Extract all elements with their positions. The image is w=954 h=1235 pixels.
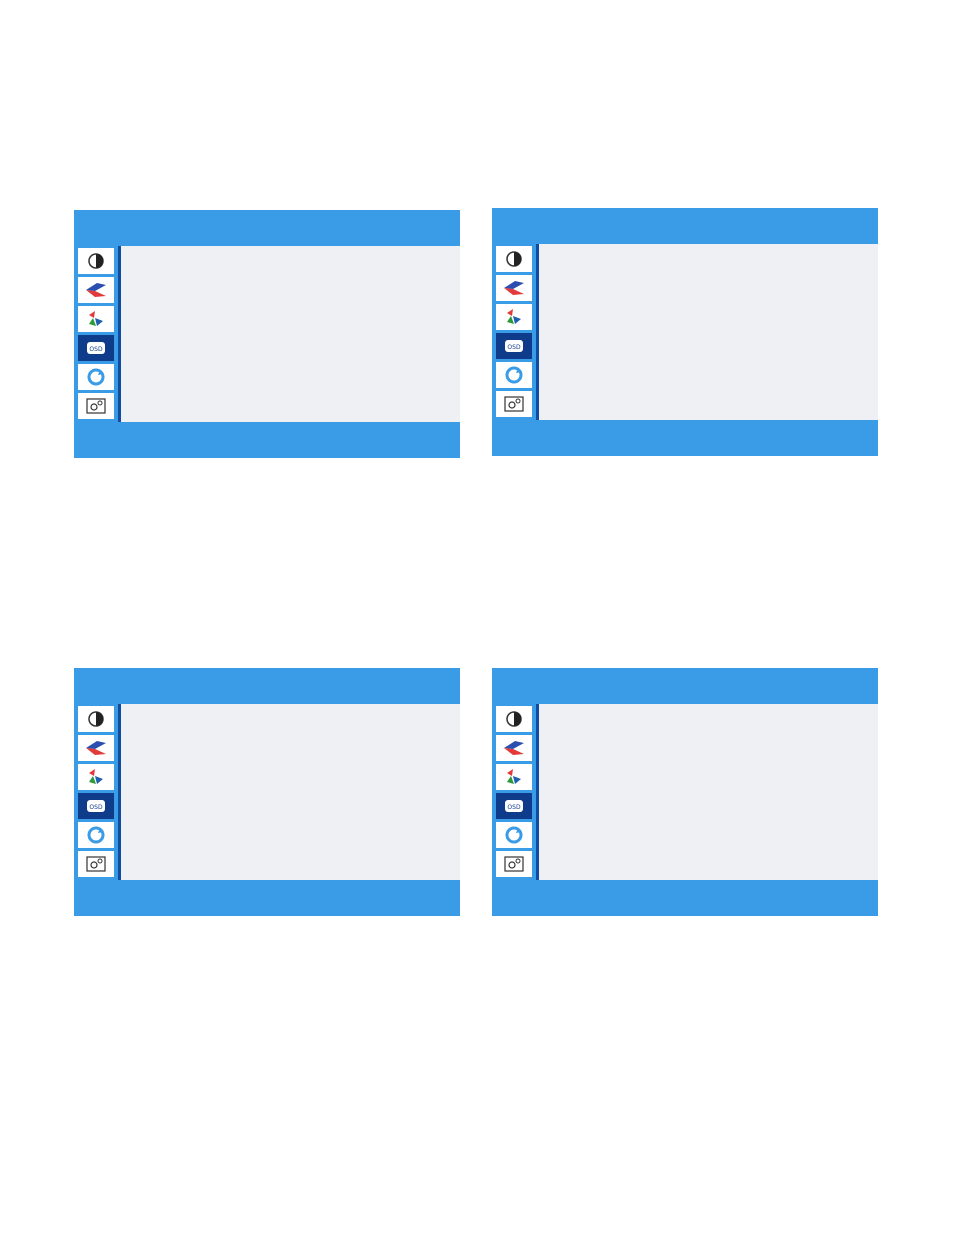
osd-hpos-select-screenshot: [74, 668, 460, 916]
settings-icon[interactable]: [78, 393, 114, 419]
settings-icon[interactable]: [496, 391, 532, 417]
osd-body: [74, 704, 460, 880]
brightness-icon[interactable]: [496, 246, 532, 272]
image-icon[interactable]: [496, 735, 532, 761]
osd-footer: [74, 880, 460, 916]
osd-title: [74, 210, 460, 246]
osd-title: [74, 668, 460, 704]
osd-icon[interactable]: [496, 793, 532, 819]
color-icon[interactable]: [78, 306, 114, 332]
osd-title: [492, 668, 878, 704]
svg-text:OSD: OSD: [507, 344, 521, 351]
osd-icon[interactable]: [496, 333, 532, 359]
osd-icon-column: [74, 246, 118, 422]
color-icon[interactable]: [496, 304, 532, 330]
brightness-icon[interactable]: [78, 706, 114, 732]
osd-body: [492, 704, 878, 880]
svg-text:OSD: OSD: [507, 804, 521, 811]
language-grid: [118, 246, 460, 422]
osd-icon[interactable]: [78, 335, 114, 361]
color-icon[interactable]: [496, 764, 532, 790]
osd-language-screenshot: [74, 210, 460, 458]
osd-footer: [492, 420, 878, 456]
settings-list: [536, 704, 878, 880]
reset-icon[interactable]: [78, 822, 114, 848]
settings-list: [536, 244, 878, 420]
brightness-icon[interactable]: [496, 706, 532, 732]
svg-text:OSD: OSD: [89, 346, 103, 353]
settings-icon[interactable]: [496, 851, 532, 877]
osd-icon-column: [492, 244, 536, 420]
brightness-icon[interactable]: [78, 248, 114, 274]
osd-title: [492, 208, 878, 244]
color-icon[interactable]: [78, 764, 114, 790]
settings-list: [118, 704, 460, 880]
osd-body: [74, 246, 460, 422]
svg-text:OSD: OSD: [89, 804, 103, 811]
osd-body: [492, 244, 878, 420]
osd-hpos-adjust-screenshot: [492, 668, 878, 916]
image-icon[interactable]: [78, 735, 114, 761]
reset-icon[interactable]: [78, 364, 114, 390]
osd-settings-screenshot: [492, 208, 878, 456]
image-icon[interactable]: [78, 277, 114, 303]
reset-icon[interactable]: [496, 822, 532, 848]
reset-icon[interactable]: [496, 362, 532, 388]
image-icon[interactable]: [496, 275, 532, 301]
osd-icon[interactable]: [78, 793, 114, 819]
osd-footer: [492, 880, 878, 916]
osd-icon-column: [492, 704, 536, 880]
osd-icon-column: [74, 704, 118, 880]
settings-icon[interactable]: [78, 851, 114, 877]
osd-footer: [74, 422, 460, 458]
